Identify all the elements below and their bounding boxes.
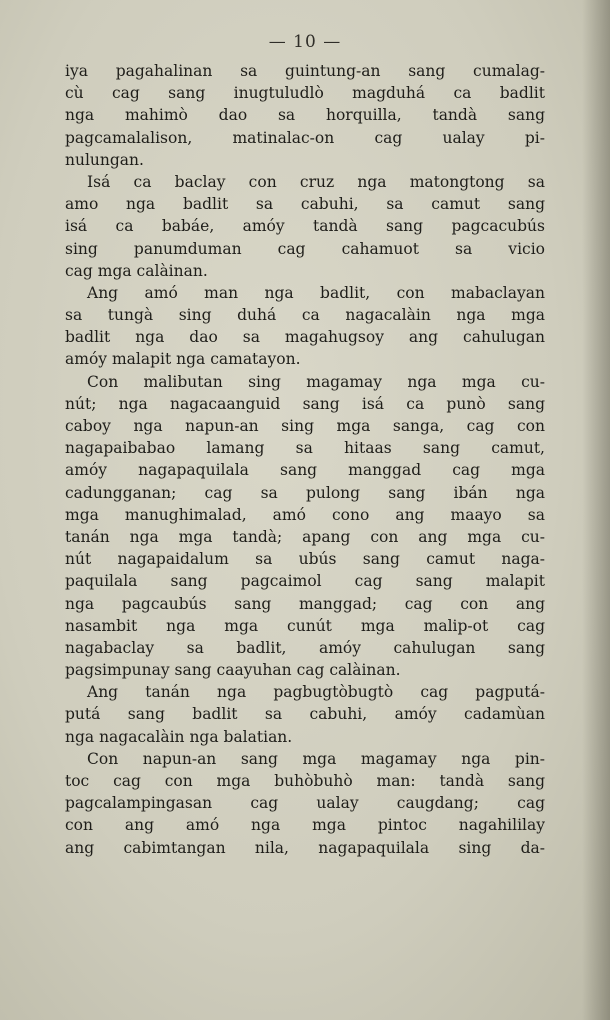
- text-line: Con malibutan sing magamay nga mga cu-: [87, 372, 545, 391]
- page-number: — 10 —: [268, 32, 342, 52]
- text-line: nasambit nga mga cunút mga malip-ot cag: [65, 616, 545, 635]
- text-line: Ang amó man nga badlit, con mabaclayan: [87, 283, 545, 302]
- text-line: caboy nga napun-an sing mga sanga, cag con: [65, 417, 545, 435]
- text-line: cadungganan; cag sa pulong sang ibán nga: [65, 483, 545, 502]
- text-line: mga manughimalad, amó cono ang maayo sa: [65, 505, 545, 524]
- text-line: sa tungà sing duhá ca nagacalàin nga mga: [65, 306, 545, 325]
- text-line: putá sang badlit sa cabuhi, amóy cadamùan: [65, 705, 545, 724]
- text-line: paquilala sang pagcaimol cag sang malapit: [65, 572, 545, 591]
- paragraph: [65, 60, 545, 171]
- text-line: cag mga calàinan.: [65, 261, 208, 280]
- text-line: badlit nga dao sa magahugsoy ang cahulugan: [65, 328, 545, 347]
- text-line: Con napun-an sang mga magamay nga pin-: [87, 749, 545, 768]
- paragraph: [65, 681, 545, 748]
- paragraph: [65, 282, 545, 371]
- text-line: pagsimpunay sang caayuhan cag calàinan.: [65, 661, 401, 680]
- text-line: sing panumduman cag cahamuot sa vicio: [65, 239, 545, 258]
- text-line: nút; nga nagacaanguid sang isá ca punò sang: [65, 394, 545, 413]
- text-line: isá ca babáe, amóy tandà sang pagcacubús: [65, 217, 545, 236]
- text-line: iya pagahalinan sa guintung-an sang cumalag-: [65, 62, 545, 80]
- text-line: nagapaibabao lamang sa hitaas sang camut,: [65, 439, 545, 458]
- text-line: ang cabimtangan nila, nagapaquilala sing da-: [65, 838, 545, 857]
- text-line: cù cag sang inugtuludlò magduhá ca badlit: [65, 84, 545, 103]
- paragraph: [65, 748, 545, 859]
- text-line: nga nagacalàin nga balatian.: [65, 727, 293, 746]
- body-text: [65, 60, 545, 859]
- text-line: tanán nga mga tandà; apang con ang mga cu-: [65, 527, 545, 546]
- text-line: toc cag con mga buhòbuhò man: tandà sang: [65, 772, 545, 790]
- text-line: Ang tanán nga pagbugtòbugtò cag pagputá-: [87, 683, 545, 702]
- text-line: amo nga badlit sa cabuhi, sa camut sang: [65, 195, 545, 214]
- text-line: amóy malapit nga camatayon.: [65, 350, 301, 369]
- text-line: con ang amó nga mga pintoc nagahililay: [65, 816, 545, 835]
- text-line: nga mahimò dao sa horquilla, tandà sang: [65, 106, 545, 125]
- text-line: pagcalampingasan cag ualay caugdang; cag: [65, 794, 545, 813]
- text-line: amóy nagapaquilala sang manggad cag mga: [65, 461, 545, 480]
- paragraph: [65, 171, 545, 282]
- text-line: nagabaclay sa badlit, amóy cahulugan sang: [65, 638, 545, 657]
- paragraph: [65, 371, 545, 682]
- text-line: pagcamalalison, matinalac-on cag ualay pi-: [65, 128, 545, 147]
- text-line: nga pagcaubús sang manggad; cag con ang: [65, 594, 545, 613]
- page-edge-shadow: [582, 0, 610, 1020]
- text-line: nulungan.: [65, 150, 144, 169]
- text-line: nút nagapaidalum sa ubús sang camut naga-: [65, 550, 545, 569]
- text-line: Isá ca baclay con cruz nga matongtong sa: [87, 172, 545, 191]
